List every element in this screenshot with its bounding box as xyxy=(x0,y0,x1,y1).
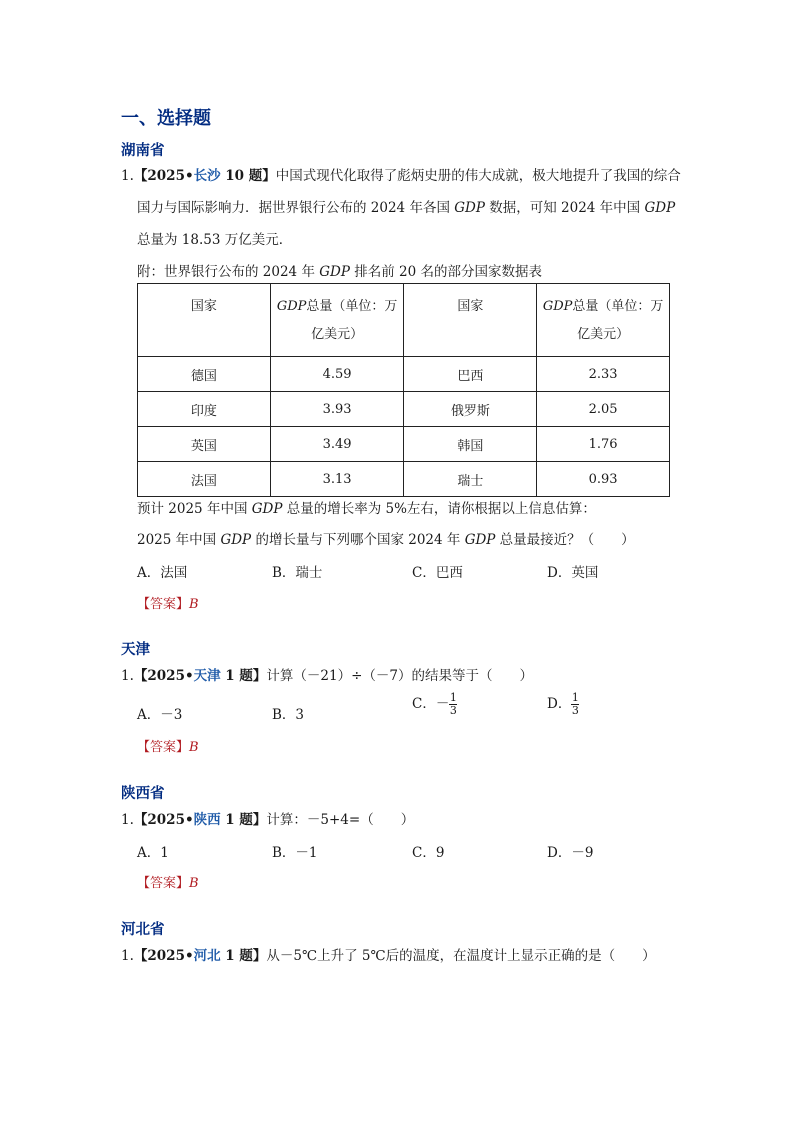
answer-value: B xyxy=(189,740,199,755)
option-a[interactable]: A．－3 xyxy=(137,707,183,723)
question-source-tag: 【2025•河北 1 题】 xyxy=(133,948,267,964)
table-cell: 瑞士 xyxy=(404,462,537,497)
question-text: 计算：－5+4=（ ） xyxy=(266,812,415,828)
option-d[interactable]: D．英国 xyxy=(547,565,599,581)
option-b[interactable]: B．－1 xyxy=(272,845,318,861)
table-row xyxy=(138,462,670,497)
table-cell: 英国 xyxy=(138,427,271,462)
question-text: 从－5℃上升了 5℃后的温度，在温度计上显示正确的是（ ） xyxy=(266,948,656,964)
province-heading-hunan: 湖南省 xyxy=(121,143,165,159)
question-text: 中国式现代化取得了彪炳史册的伟大成就，极大地提升了我国的综合 xyxy=(275,168,681,184)
table-cell: 4.59 xyxy=(270,357,404,392)
option-c[interactable]: C．－ $\frac{1}{3}$ xyxy=(412,691,457,717)
option-c[interactable]: C．9 xyxy=(412,845,445,861)
table-cell: 巴西 xyxy=(404,357,537,392)
question-number: 1. xyxy=(121,668,134,684)
option-a[interactable]: A．1 xyxy=(137,845,169,861)
province-heading-tianjin: 天津 xyxy=(121,642,150,658)
option-b[interactable]: B．3 xyxy=(272,707,305,723)
question-hunan-line2: 国力与国际影响力．据世界银行公布的 2024 年各国 GDP 数据，可知 2024 年中国 GDP xyxy=(137,200,676,216)
answer-label: 【答案】 xyxy=(137,876,190,891)
table-row xyxy=(138,392,670,427)
fraction: $\frac{1}{3}$ xyxy=(449,691,457,717)
table-row xyxy=(138,357,670,392)
table-caption: 附：世界银行公布的 2024 年 GDP 排名前 20 名的部分国家数据表 xyxy=(137,264,542,280)
header-gdp: GDP总量（单位：万 亿美元） xyxy=(537,284,670,357)
province-heading-hebei: 河北省 xyxy=(121,922,165,938)
answer-line xyxy=(137,736,199,755)
table-cell: 法国 xyxy=(138,462,271,497)
answer-value: B xyxy=(189,876,199,891)
question-hunan-ask: 2025 年中国 GDP 的增长量与下列哪个国家 2024 年 GDP 总量最接近？（ ） xyxy=(137,532,635,548)
question-hunan-line3: 总量为 18.53 万亿美元． xyxy=(137,232,293,248)
table-cell: 俄罗斯 xyxy=(404,392,537,427)
header-gdp: GDP总量（单位：万 亿美元） xyxy=(270,284,404,357)
option-b[interactable]: B．瑞士 xyxy=(272,565,323,581)
table-cell: 1.76 xyxy=(537,427,670,462)
header-country: 国家 xyxy=(404,284,537,357)
table-cell: 3.13 xyxy=(270,462,404,497)
question-hunan-followup: 预计 2025 年中国 GDP 总量的增长率为 5%左右，请你根据以上信息估算： xyxy=(137,501,596,517)
table-cell: 德国 xyxy=(138,357,271,392)
option-d[interactable]: D． $\frac{1}{3}$ xyxy=(547,691,579,717)
table-cell: 印度 xyxy=(138,392,271,427)
question-source-tag: 【2025•陕西 1 题】 xyxy=(133,812,267,828)
question-hebei xyxy=(121,944,656,964)
table-cell: 3.49 xyxy=(270,427,404,462)
section-title: 一、选择题 xyxy=(121,108,211,129)
question-text: 计算（－21）÷（－7）的结果等于（ ） xyxy=(266,668,533,684)
option-d[interactable]: D．－9 xyxy=(547,845,594,861)
answer-value: B xyxy=(189,597,199,612)
province-heading-shaanxi: 陕西省 xyxy=(121,786,165,802)
question-number: 1. xyxy=(121,948,134,964)
table-cell: 韩国 xyxy=(404,427,537,462)
answer-line xyxy=(137,593,199,612)
question-source-tag: 【2025•天津 1 题】 xyxy=(133,668,267,684)
option-c[interactable]: C．巴西 xyxy=(412,565,463,581)
question-number: 1. xyxy=(121,812,134,828)
gdp-data-table xyxy=(137,283,670,497)
table-header-row xyxy=(138,284,670,357)
answer-label: 【答案】 xyxy=(137,740,190,755)
header-country: 国家 xyxy=(138,284,271,357)
question-source-tag: 【2025•长沙 10 题】 xyxy=(133,168,276,184)
answer-label: 【答案】 xyxy=(137,597,190,612)
question-tianjin xyxy=(121,664,533,684)
table-cell: 2.05 xyxy=(537,392,670,427)
table-row xyxy=(138,427,670,462)
option-a[interactable]: A．法国 xyxy=(137,565,188,581)
question-number: 1. xyxy=(121,168,134,184)
question-hunan-line1 xyxy=(121,164,681,184)
table-cell: 3.93 xyxy=(270,392,404,427)
answer-line xyxy=(137,872,199,891)
fraction: $\frac{1}{3}$ xyxy=(571,691,579,717)
table-cell: 2.33 xyxy=(537,357,670,392)
question-shaanxi xyxy=(121,808,414,828)
table-cell: 0.93 xyxy=(537,462,670,497)
